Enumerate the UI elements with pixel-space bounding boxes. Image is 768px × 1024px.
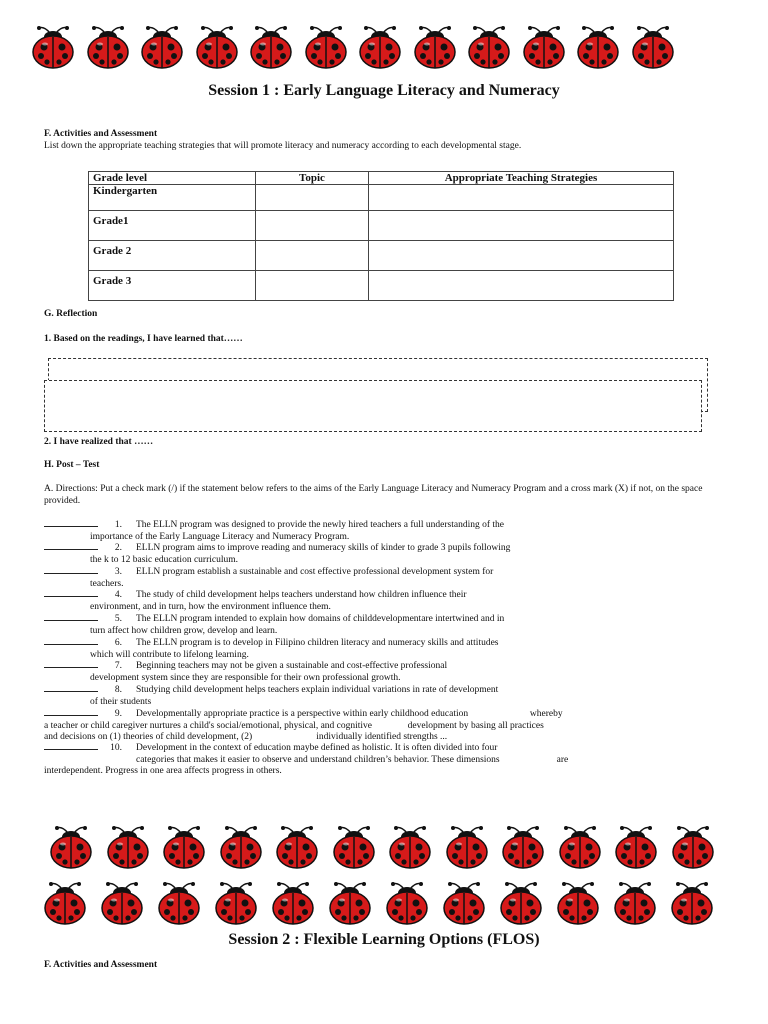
ladybug-border-top — [0, 20, 768, 80]
table-row — [89, 271, 674, 301]
ladybug-icon — [213, 881, 259, 927]
ladybug-border-lower — [0, 876, 768, 936]
ladybug-icon — [85, 25, 131, 71]
ladybug-icon — [30, 25, 76, 71]
post-test-item — [44, 707, 734, 744]
activities-heading: F. Activities and Assessment — [44, 129, 158, 139]
grade-cell: Kindergarten — [89, 185, 256, 211]
item-number: 2. — [114, 543, 122, 553]
item-text-line2: which will contribute to lifelong learning. — [90, 649, 249, 660]
post-test-item — [44, 612, 734, 637]
ladybug-icon — [270, 881, 316, 927]
ladybug-icon — [194, 25, 240, 71]
ladybug-icon — [303, 25, 349, 71]
item-number: 9. — [114, 709, 122, 719]
ladybug-icon — [498, 881, 544, 927]
ladybug-icon — [669, 881, 715, 927]
ladybug-icon — [357, 25, 403, 71]
answer-blank[interactable] — [44, 683, 98, 692]
item-number: 4. — [114, 590, 122, 600]
item-number: 10. — [110, 743, 122, 753]
grade-cell: Grade 3 — [89, 271, 256, 301]
ladybug-icon — [466, 25, 512, 71]
item-text-line1: The study of child development helps teachers understand how children influence their — [136, 590, 467, 600]
topic-cell[interactable] — [256, 241, 369, 271]
answer-blank[interactable] — [44, 707, 98, 716]
reflection-answer-box[interactable] — [44, 380, 702, 432]
ladybug-icon — [139, 25, 185, 71]
table-header-strategies: Appropriate Teaching Strategies — [369, 172, 674, 185]
table-row — [89, 185, 674, 211]
strategy-cell[interactable] — [369, 185, 674, 211]
answer-blank[interactable] — [44, 636, 98, 645]
item-text-line1: The ELLN program was designed to provide the newly hired teachers a full understanding of the — [136, 520, 505, 530]
item-text-line2: a teacher or child caregiver nurtures a child's social/emotional, physical, and cognitive development by basing all practices — [44, 720, 544, 731]
topic-cell[interactable] — [256, 211, 369, 241]
table-row — [89, 211, 674, 241]
reflection-question-1: 1. Based on the readings, I have learned that…… — [44, 334, 243, 344]
ladybug-icon — [444, 825, 490, 871]
post-test-item — [44, 588, 734, 613]
session1-title: Session 1 : Early Language Literacy and Numeracy — [208, 82, 560, 99]
answer-blank[interactable] — [44, 541, 98, 550]
item-text-line3: interdependent. Progress in one area affects progress in others. — [44, 766, 282, 776]
answer-blank[interactable] — [44, 659, 98, 668]
item-text-line2: teachers. — [90, 578, 124, 589]
ladybug-icon — [555, 881, 601, 927]
ladybug-icon — [327, 881, 373, 927]
item-text-line1: The ELLN program is to develop in Filipino children literacy and numeracy skills and attitudes — [136, 638, 499, 648]
ladybug-icon — [412, 25, 458, 71]
answer-blank[interactable] — [44, 588, 98, 597]
strategy-cell[interactable] — [369, 211, 674, 241]
post-test-directions: A. Directions: Put a check mark (/) if the statement below refers to the aims of the Early Language Literacy and Numeracy Program and a cross mark (X) if not, on the space provided. — [44, 484, 703, 506]
strategy-cell[interactable] — [369, 271, 674, 301]
ladybug-icon — [613, 825, 659, 871]
item-text-line2: of their students — [90, 696, 152, 707]
post-test-item — [44, 683, 734, 708]
item-text-line1: ELLN program establish a sustainable and cost effective professional development system for — [136, 567, 494, 577]
ladybug-icon — [105, 825, 151, 871]
item-text-line1: Beginning teachers may not be given a sustainable and cost-effective professional — [136, 661, 448, 671]
item-number: 7. — [114, 661, 122, 671]
topic-cell[interactable] — [256, 185, 369, 211]
ladybug-icon — [274, 825, 320, 871]
grade-cell: Grade1 — [89, 211, 256, 241]
item-text-line1: Studying child development helps teachers explain individual variations in rate of development — [136, 685, 499, 695]
ladybug-icon — [387, 825, 433, 871]
ladybug-icon — [384, 881, 430, 927]
post-test-item — [44, 565, 734, 590]
ladybug-border-middle — [0, 820, 768, 880]
ladybug-icon — [441, 881, 487, 927]
grade-strategy-table — [88, 171, 674, 301]
activities-instruction: List down the appropriate teaching strategies that will promote literacy and numeracy according to each developmental stage. — [44, 141, 522, 151]
item-text-line1: Developmentally appropriate practice is a perspective within early childhood education whereby — [136, 709, 563, 719]
session2-title: Session 2 : Flexible Learning Options (FLOS) — [228, 931, 540, 948]
post-test-item — [44, 659, 734, 684]
item-text-line1: ELLN program aims to improve reading and numeracy skills of kinder to grade 3 pupils following — [136, 543, 511, 553]
post-test-item — [44, 636, 734, 661]
ladybug-icon — [331, 825, 377, 871]
strategy-cell[interactable] — [369, 241, 674, 271]
post-test-item — [44, 741, 734, 778]
ladybug-icon — [99, 881, 145, 927]
table-row — [89, 241, 674, 271]
ladybug-icon — [42, 881, 88, 927]
item-text-line2: development system since they are responsible for their own professional growth. — [90, 672, 401, 683]
item-text-line1: The ELLN program intended to explain how domains of childdevelopmentare intertwined and in — [136, 614, 505, 624]
ladybug-icon — [521, 25, 567, 71]
item-text-line3: and decisions on (1) theories of child development, (2) individually identified strengths ... — [44, 732, 448, 742]
item-text-line2: importance of the Early Language Literacy and Numeracy Program. — [90, 531, 350, 542]
topic-cell[interactable] — [256, 271, 369, 301]
answer-blank[interactable] — [44, 565, 98, 574]
item-number: 8. — [114, 685, 122, 695]
grade-cell: Grade 2 — [89, 241, 256, 271]
ladybug-icon — [161, 825, 207, 871]
item-text-line2: turn affect how children grow, develop and learn. — [90, 625, 278, 636]
item-number: 5. — [114, 614, 122, 624]
ladybug-icon — [500, 825, 546, 871]
item-text-line1: Development in the context of education maybe defined as holistic. It is often divided into four — [136, 743, 498, 753]
reflection-heading: G. Reflection — [44, 309, 98, 319]
reflection-question-2: 2. I have realized that …… — [44, 437, 154, 447]
item-number: 1. — [114, 520, 122, 530]
post-test-item — [44, 518, 734, 543]
item-number: 6. — [114, 638, 122, 648]
post-test-heading: H. Post – Test — [44, 460, 100, 470]
answer-blank[interactable] — [44, 741, 98, 750]
answer-blank[interactable] — [44, 612, 98, 621]
item-number: 3. — [114, 567, 122, 577]
ladybug-icon — [670, 825, 716, 871]
table-header-topic: Topic — [256, 172, 369, 185]
post-test-item — [44, 541, 734, 566]
ladybug-icon — [218, 825, 264, 871]
answer-blank[interactable] — [44, 518, 98, 527]
ladybug-icon — [48, 825, 94, 871]
ladybug-icon — [630, 25, 676, 71]
ladybug-icon — [156, 881, 202, 927]
item-text-line2: environment, and in turn, how the environment influence them. — [90, 601, 331, 612]
ladybug-icon — [557, 825, 603, 871]
table-header-grade: Grade level — [89, 172, 256, 185]
session2-activities-heading: F. Activities and Assessment — [44, 960, 158, 970]
ladybug-icon — [575, 25, 621, 71]
ladybug-icon — [612, 881, 658, 927]
item-text-line2: categories that makes it easier to observe and understand children’s behavior. These dimensions are — [136, 754, 569, 765]
item-text-line2: the k to 12 basic education curriculum. — [90, 554, 238, 565]
ladybug-icon — [248, 25, 294, 71]
